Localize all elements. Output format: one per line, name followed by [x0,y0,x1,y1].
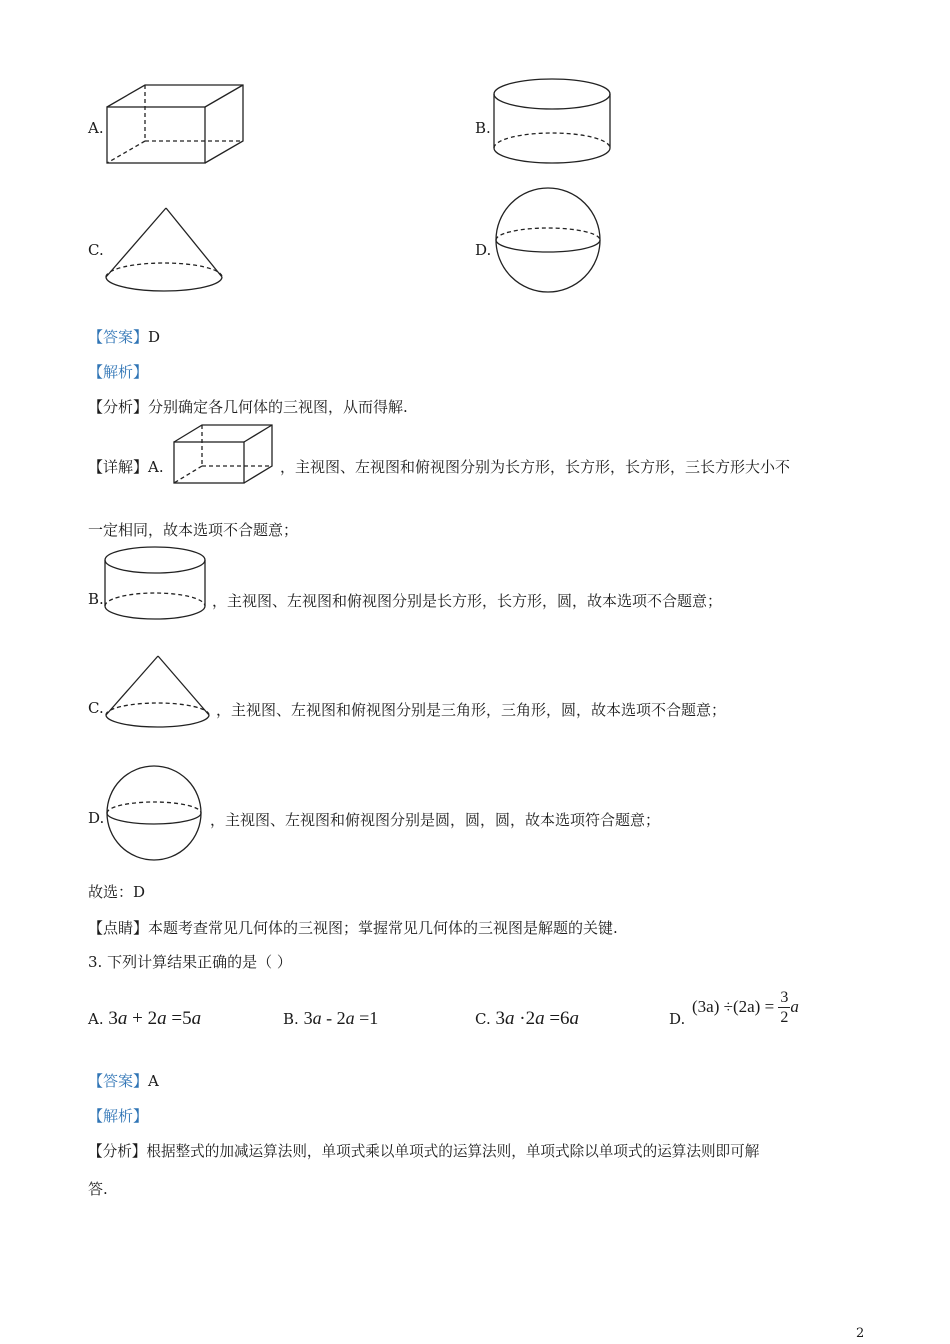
q2-dianjing: 【点睛】本题考查常见几何体的三视图；掌握常见几何体的三视图是解题的关键. [88,919,618,937]
q3-answer-value: A [148,1072,159,1090]
q3-option-d-label: D. [669,1010,686,1028]
q3-analysis-tag: 【解析】 [88,1107,149,1125]
q3-option-d-expression [692,990,799,1026]
option-c-label: C. [88,241,104,259]
option-d-label: D. [475,241,492,259]
fraction-denominator: 2 [780,1009,789,1026]
fraction-numerator: 3 [780,989,789,1006]
q3-option-b-label: B. [283,1010,299,1028]
cuboid-inline-figure [173,424,275,486]
cone-inline-figure [104,655,212,731]
analysis-tag: 【解析】 [88,363,149,381]
q3-fenxi-line1: 【分析】根据整式的加减运算法则，单项式乘以单项式的运算法则，单项式除以单项式的运算法则即可解 [88,1143,760,1160]
detail-a-line1: ，主视图、左视图和俯视图分别为长方形，长方形，长方形，三长方形大小不 [280,458,791,476]
q2-fenxi: 【分析】分别确定各几何体的三视图，从而得解. [88,398,408,416]
option-a-label: A. [88,119,104,137]
fraction [778,990,790,1026]
detail-c-text: ，主视图、左视图和俯视图分别是三角形，三角形，圆，故本选项不合题意； [216,701,727,719]
q3-option-a [88,1008,201,1030]
q3-option-a-expression: 3a + 2a =5a [108,1008,202,1029]
q3-option-c-label: C. [475,1010,491,1028]
page-number: 2 [856,1326,865,1341]
detail-c-label: C. [88,699,104,717]
q3-fenxi-line2: 答. [88,1180,108,1198]
q3-stem: 3. 下列计算结果正确的是（ ） [88,953,292,971]
q3-option-a-label: A. [88,1010,104,1028]
detail-tag: 【详解】A. [88,458,164,476]
detail-d-label: D. [88,809,105,827]
cylinder-inline-figure [104,546,208,622]
q3-option-b [283,1008,378,1029]
detail-b-text: ，主视图、左视图和俯视图分别是长方形，长方形，圆，故本选项不合题意； [212,592,723,610]
q3-option-d-variable: a [790,996,799,1016]
cone-figure-c [104,207,226,295]
sphere-inline-figure [105,765,205,863]
sphere-figure-d [495,187,605,297]
cylinder-figure-b [493,78,615,166]
cuboid-figure-a [105,84,247,166]
detail-a-line2: 一定相同，故本选项不合题意； [88,521,299,539]
q3-answer-line [88,1070,159,1091]
q2-answer-line [88,326,160,347]
option-b-label: B. [475,119,491,137]
q3-option-c-expression: 3a ·2a =6a [495,1008,580,1029]
choose-line: 故选：D [88,883,146,901]
detail-d-text: ，主视图、左视图和俯视图分别是圆，圆，圆，故本选项符合题意； [210,811,661,829]
detail-b-label: B. [88,590,104,608]
answer-value: D [148,328,161,346]
q3-option-c [475,1008,579,1030]
q3-answer-tag: 【答案】 [88,1072,149,1090]
q3-option-b-expression: 3a - 2a =1 [303,1008,379,1028]
q3-option-d-left: (3a) ÷(2a) = [692,996,775,1016]
answer-tag: 【答案】 [88,328,149,346]
